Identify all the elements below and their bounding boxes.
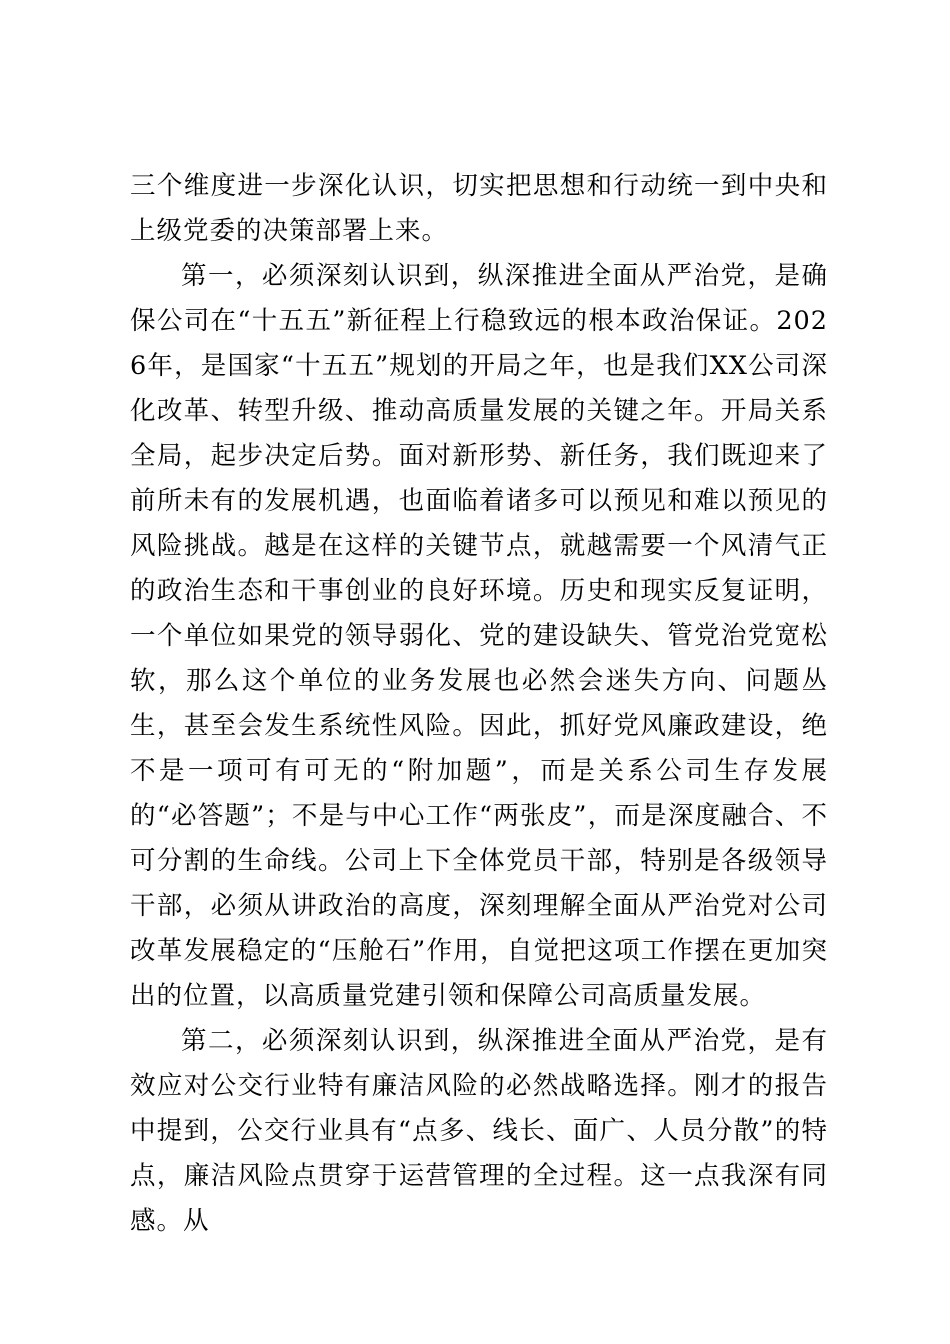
document-body — [130, 164, 828, 1244]
paragraph-first-point: 第一，必须深刻认识到，纵深推进全面从严治党，是确保公司在“十五五”新征程上行稳致远的根本政治保证。2026年，是国家“十五五”规划的开局之年，也是我们XX公司深化改革、转型升级、推动高质量发展的关键之年。开局关系全局，起步决定后势。面对新形势、新任务，我们既迎来了前所未有的发展机遇，也面临着诸多可以预见和难以预见的风险挑战。越是在这样的关键节点，就越需要一个风清气正的政治生态和干事创业的良好环境。历史和现实反复证明，一个单位如果党的领导弱化、党的建设缺失、管党治党宽松软，那么这个单位的业务发展也必然会迷失方向、问题丛生，甚至会发生系统性风险。因此，抓好党风廉政建设，绝不是一项可有可无的“附加题”，而是关系公司生存发展的“必答题”；不是与中心工作“两张皮”，而是深度融合、不可分割的生命线。公司上下全体党员干部，特别是各级领导干部，必须从讲政治的高度，深刻理解全面从严治党对公司改革发展稳定的“压舱石”作用，自觉把这项工作摆在更加突出的位置，以高质量党建引领和保障公司高质量发展。 — [130, 261, 828, 1011]
paragraph-second-point: 第二，必须深刻认识到，纵深推进全面从严治党，是有效应对公交行业特有廉洁风险的必然战略选择。刚才的报告中提到，公交行业具有“点多、线长、面广、人员分散”的特点，廉洁风险点贯穿于运营管理的全过程。这一点我深有同感。从 — [130, 1026, 828, 1236]
paragraph-continuation: 三个维度进一步深化认识，切实把思想和行动统一到中央和上级党委的决策部署上来。 — [130, 171, 828, 246]
